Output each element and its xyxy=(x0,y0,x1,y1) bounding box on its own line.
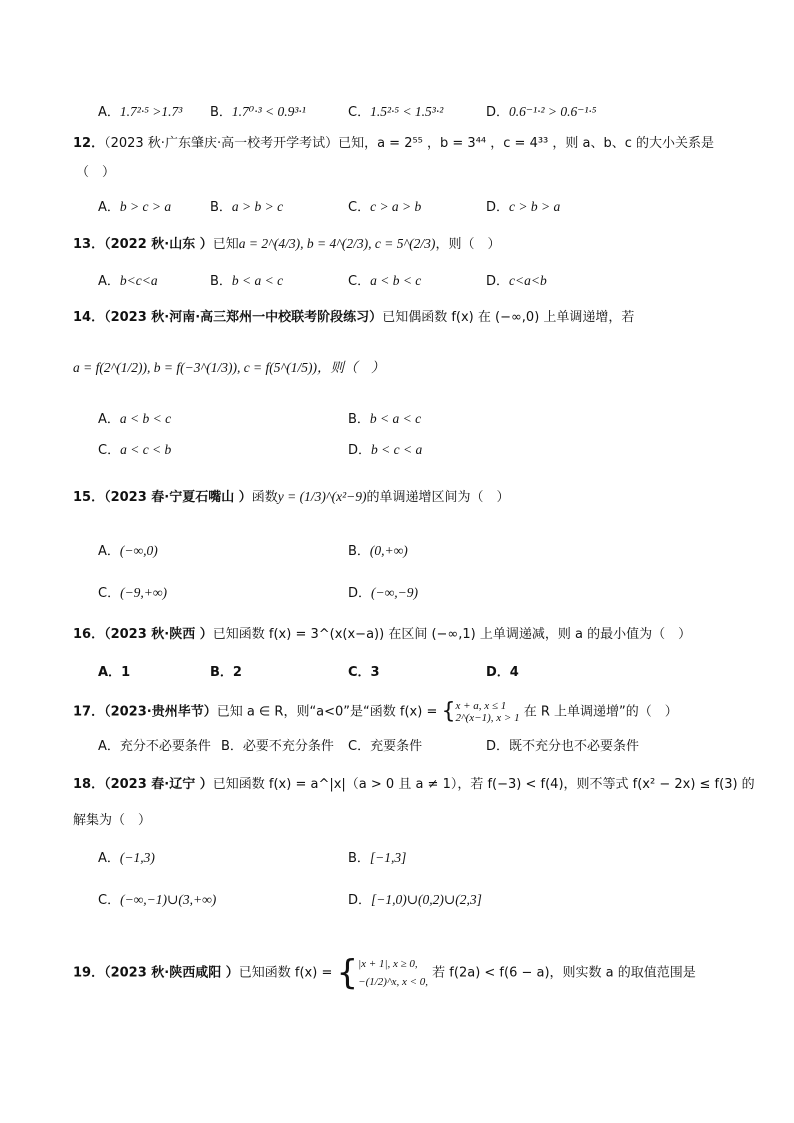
q18-option-d: D．[−1,0)∪(0,2)∪(2,3] xyxy=(348,892,482,908)
q16-option-a: A．1 xyxy=(98,665,131,680)
q16-option-d: D．4 xyxy=(486,665,519,680)
q15-stem: 15．（2023 春·宁夏石嘴山 ）函数y = (1/3)^(x²−9)的单调递增区间为（ ） xyxy=(73,489,510,505)
q13-option-b: B．b < a < c xyxy=(210,273,284,289)
q16-stem: 16．（2023 秋·陕西 ）已知函数 f(x) = 3^(x(x−a)) 在区间 (−∞,1) 上单调递减，则 a 的最小值为（ ） xyxy=(73,627,692,642)
q12-option-d: D．c > b > a xyxy=(486,199,561,215)
q13-stem: 13．（2022 秋·山东 ）已知a = 2^(4/3), b = 4^(2/3), c = 5^(2/3)，则（ ） xyxy=(73,236,501,252)
q17-option-d: D．既不充分也不必要条件 xyxy=(486,739,640,754)
q16-option-c: C．3 xyxy=(348,665,380,680)
q12-stem: 12．（2023 秋·广东肇庆·高一校考开学考试）已知，a = 2⁵⁵ ，b = 3⁴⁴ ，c = 4³³ ，则 a、b、c 的大小关系是 xyxy=(73,136,715,151)
q14-option-c: C．a < c < b xyxy=(98,442,172,458)
q13-option-d: D．c<a<b xyxy=(486,273,547,289)
q13-option-a: A．b<c<a xyxy=(98,273,158,289)
q19-stem: 19．（2023 秋·陕西咸阳 ）已知函数 f(x) = { |x + 1|, x ≥ 0, −(1/2)^x, x < 0, 若 f(2a) < f(6 − a)，则实数 a 的取值范围是 xyxy=(73,953,696,993)
q11-option-d: D．0.6⁻¹·² > 0.6⁻¹·⁵ xyxy=(486,104,597,120)
q12-option-b: B．a > b > c xyxy=(210,199,284,215)
q17-option-a: A．充分不必要条件 xyxy=(98,739,211,754)
q17-option-c: C．充要条件 xyxy=(348,739,423,754)
q18-stem: 18．（2023 春·辽宁 ）已知函数 f(x) = a^|x|（a > 0 且 a ≠ 1），若 f(−3) < f(4)，则不等式 f(x² − 2x) ≤ f(3) 的 xyxy=(73,777,755,792)
q18-stem-line2: 解集为（ ） xyxy=(73,813,152,828)
q16-option-b: B．2 xyxy=(210,665,242,680)
q14-stem-line2: a = f(2^(1/2)), b = f(−3^(1/3)), c = f(5^(1/5))，则（ ） xyxy=(73,360,385,375)
q14-option-d: D．b < c < a xyxy=(348,442,423,458)
q17-piecewise: { x + a, x ≤ 1 2^(x−1), x > 1 xyxy=(441,699,520,724)
q14-option-a: A．a < b < c xyxy=(98,411,172,427)
q12-option-c: C．c > a > b xyxy=(348,199,422,215)
q14-stem: 14．（2023 秋·河南·高三郑州一中校联考阶段练习）已知偶函数 f(x) 在 (−∞,0) 上单调递增，若 xyxy=(73,310,635,325)
q15-option-d: D．(−∞,−9) xyxy=(348,585,418,601)
q15-option-b: B．(0,+∞) xyxy=(348,543,408,559)
q18-option-a: A．(−1,3) xyxy=(98,850,155,866)
q18-option-c: C．(−∞,−1)∪(3,+∞) xyxy=(98,892,217,908)
q18-option-b: B．[−1,3] xyxy=(348,850,407,866)
q12-option-a: A．b > c > a xyxy=(98,199,172,215)
q14-option-b: B．b < a < c xyxy=(348,411,422,427)
q17-option-b: B．必要不充分条件 xyxy=(221,739,334,754)
q11-option-b: B．1.7⁰·³ < 0.9³·¹ xyxy=(210,104,306,120)
q19-piecewise: { |x + 1|, x ≥ 0, −(1/2)^x, x < 0, xyxy=(336,953,429,993)
q15-option-c: C．(−9,+∞) xyxy=(98,585,168,601)
q15-option-a: A．(−∞,0) xyxy=(98,543,158,559)
q11-option-c: C．1.5²·⁵ < 1.5³·² xyxy=(348,104,444,120)
q17-stem: 17．（2023·贵州毕节）已知 a ∈ R，则“a<0”是“函数 f(x) = { x + a, x ≤ 1 2^(x−1), x > 1 在 R 上单调递增”的（ ） xyxy=(73,699,678,724)
q13-option-c: C．a < b < c xyxy=(348,273,422,289)
q12-answer-paren: （ ） xyxy=(76,165,116,180)
q11-option-a: A．1.7²·⁵ >1.7³ xyxy=(98,104,183,120)
